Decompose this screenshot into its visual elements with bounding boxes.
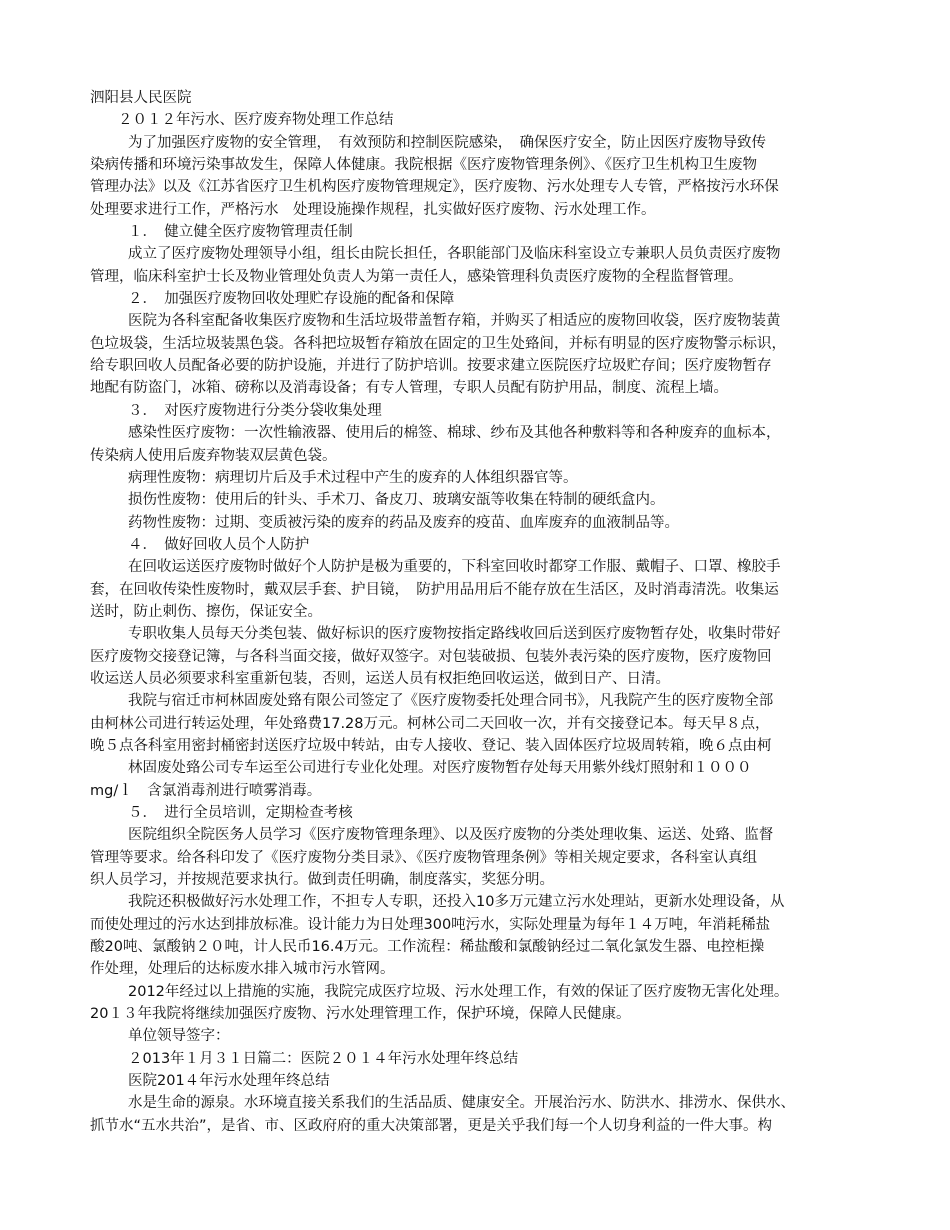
text-line: 由柯林公司进行转运处理，年处臵费17.28万元。柯林公司二天回收一次，并有交接登记本。每天早８点， [90,715,770,732]
text-line: 染病传播和环境污染事故发生，保障人体健康。我院根据《医疗废物管理条例》、《医疗卫生机构卫生废物 [90,157,757,174]
text-line: ２． 加强医疗废物回收处理贮存设施的配备和保障 [128,291,455,308]
text-line: 医院201４年污水处理年终总结 [128,1073,330,1090]
text-line: 单位领导签字： [128,1028,230,1045]
text-line: ３． 对医疗废物进行分类分袋收集处理 [128,402,382,419]
text-line: １． 健立健全医疗废物管理责任制 [128,224,353,241]
text-line: 而使处理过的污水达到排放标准。设计能力为日处理300吨污水，实际处理量为每年１４万吨，年消耗稀盐 [90,916,771,933]
document-title: ２０１２年污水、医疗废弃物处理工作总结 [118,112,394,129]
text-line: 地配有防盗门，冰箱、磅称以及消毒设备；有专人管理，专职人员配有防护用品，制度、流程上墙。 [90,380,728,397]
text-line: 2012年经过以上措施的实施，我院完成医疗垃圾、污水处理工作，有效的保证了医疗废物无害化处理。 [128,983,789,1000]
text-line: 收运送人员必须要求科室重新包装，否则，运送人员有权拒绝回收运送，做到日产、日清。 [90,670,670,687]
text-line: 管理办法》以及《江苏省医疗卫生机构医疗废物管理规定》，医疗废物、污水处理专人专管，严格按污水环保 [90,179,779,196]
text-line: 处理要求进行工作，严格污水 处理设施操作规程，扎实做好医疗废物、污水处理工作。 [90,201,656,218]
text-line: 医疗废物交接登记簿，与各科当面交接，做好双签字。对包装破损、包装外表污染的医疗废物，医疗废物回 [90,648,772,665]
text-line: 管理，临床科室护士长及物业管理处负责人为第一责任人，感染管理科负责医疗废物的全程监督管理。 [90,268,743,285]
text-line: 给专职回收人员配备必要的防护设施，并进行了防护培训。按要求建立医院医疗垃圾贮存间；医疗废物暂存 [90,358,772,375]
text-line: 为了加强医疗废物的安全管理， 有效预防和控制医院感染， 确保医疗安全，防止因医疗废物导致传 [128,134,766,151]
text-line: 织人员学习，并按规范要求执行。做到责任明确，制度落实，奖惩分明。 [90,872,554,889]
text-line: 林固废处臵公司专车运至公司进行专业化处理。对医疗废物暂存处每天用紫外线灯照射和１０００ [128,760,752,777]
text-line: ４． 做好回收人员个人防护 [128,536,310,553]
text-line: 传染病人使用后废弃物装双层黄色袋。 [90,447,337,464]
text-line: 医院为各科室配备收集医疗废物和生活垃圾带盖暂存箱，并购买了相适应的废物回收袋，医疗废物装黄 [128,313,781,330]
text-line: 酸20吨、氯酸钠２０吨，计人民币16.4万元。工作流程：稀盐酸和氯酸钠经过二氧化氯发生器、电控柜操 [90,939,765,956]
text-line: 医院组织全院医务人员学习《医疗废物管理条理》、以及医疗废物的分类处理收集、运送、处臵、监督 [128,827,774,844]
text-line: 20１３年我院将继续加强医疗废物、污水处理管理工作，保护环境，保障人民健康。 [90,1006,631,1023]
text-line: 套，在回收传染性废物时，戴双层手套、护目镜， 防护用品用后不能存放在生活区，及时消毒清洗。收集运 [90,581,779,598]
text-line: 专职收集人员每天分类包装、做好标识的医疗废物按指定路线收回后送到医疗废物暂存处，收集时带好 [128,626,781,643]
text-line: 在回收运送医疗废物时做好个人防护是极为重要的，下科室回收时都穿工作服、戴帽子、口罩、橡胶手 [128,559,781,576]
text-line: 成立了医疗废物处理领导小组，组长由院长担任，各职能部门及临床科室设立专兼职人员负责医疗废物 [128,246,781,263]
text-line: 作处理，处理后的达标废水排入城市污水管网。 [90,961,395,978]
text-line: 管理等要求。给各科印发了《医疗废物分类目录》、《医疗废物管理条例》等相关规定要求，各科室认真组 [90,849,757,866]
text-line: 我院与宿迁市柯林固废处臵有限公司签定了《医疗废物委托处理合同书》，凡我院产生的医疗废物全部 [128,693,774,710]
text-line: 水是生命的源泉。水环境直接关系我们的生活品质、健康安全。开展治污水、防洪水、排涝水、保供水、 [128,1095,795,1112]
text-line: 病理性废物：病理切片后及手术过程中产生的废弃的人体组织器官等。 [128,469,578,486]
text-line: 色垃圾袋，生活垃圾装黑色袋。各科把垃圾暂存箱放在固定的卫生处臵间，并标有明显的医疗废物警示标识， [90,335,786,352]
text-line: 药物性废物：过期、变质被污染的废弃的药品及废弃的疫苗、血库废弃的血液制品等。 [128,514,679,531]
text-line: ２013年１月３１日篇二：医院２０１４年污水处理年终总结 [128,1050,519,1067]
text-line: 损伤性废物：使用后的针头、手术刀、备皮刀、玻璃安瓿等收集在特制的硬纸盒内。 [128,492,665,509]
text-line: ５． 进行全员培训，定期检查考核 [128,805,353,821]
text-line: 抓节水“五水共治”，是省、市、区政府府的重大决策部署，更是关乎我们每一个人切身利益的一件大事。构 [90,1117,773,1134]
text-line: mg/ｌ 含氯消毒剂进行喷雾消毒。 [90,782,322,799]
document-page [90,87,865,1137]
text-line: 晚５点各科室用密封桶密封送医疗垃圾中转站，由专人接收、登记、装入固体医疗垃圾周转箱，晚６点由柯 [90,737,772,754]
text-line: 送时，防止刺伤、擦伤，保证安全。 [90,603,322,620]
text-line: 我院还积极做好污水处理工作，不担专人专职，还投入10多万元建立污水处理站，更新水处理设备，从 [128,894,785,911]
text-line: 感染性医疗废物：一次性输液器、使用后的棉签、棉球、纱布及其他各种敷料等和各种废弃的血标本， [128,425,781,442]
document-header: 泗阳县人民医院 [90,90,192,106]
